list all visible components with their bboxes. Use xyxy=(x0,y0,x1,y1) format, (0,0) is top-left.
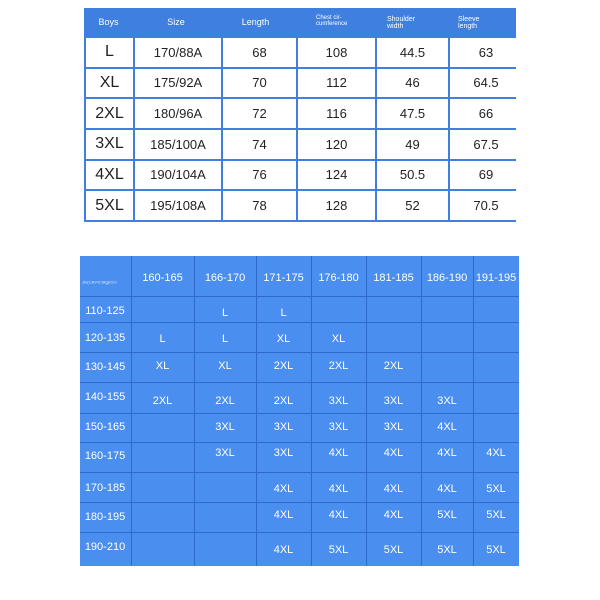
size-chart-cell: 49 xyxy=(377,130,448,159)
fit-size-cell: 2XL xyxy=(383,360,404,372)
size-chart-cell: 185/100A xyxy=(135,130,221,159)
size-chart-cell: 63 xyxy=(450,38,522,67)
fit-size-cell: 3XL xyxy=(273,421,294,433)
weight-label: 170-185 xyxy=(84,482,126,494)
fit-size-cell: 5XL xyxy=(486,509,506,521)
fit-size-cell: 4XL xyxy=(437,421,457,433)
grid-line-vertical xyxy=(194,256,195,566)
grid-line-vertical xyxy=(366,256,367,566)
fit-size-cell: 4XL xyxy=(437,447,457,459)
size-label-cell: 3XL xyxy=(86,130,133,159)
grid-line-vertical xyxy=(473,256,474,566)
fit-size-cell: 5XL xyxy=(437,509,457,521)
size-label-cell: L xyxy=(86,38,133,67)
weight-label: 140-155 xyxy=(84,391,126,403)
weight-label: 180-195 xyxy=(84,511,126,523)
fit-size-cell: XL xyxy=(276,333,291,345)
size-chart-cell: 70.5 xyxy=(450,191,522,220)
fit-size-cell: L xyxy=(221,307,229,319)
fit-size-cell: 4XL xyxy=(486,447,506,459)
size-chart-cell: 128 xyxy=(298,191,375,220)
size-chart-header-3: Chest cir- cumference xyxy=(316,15,348,28)
size-chart-header-4: Shoulder width xyxy=(387,16,416,31)
fit-size-cell: 4XL xyxy=(383,509,404,521)
grid-line-horizontal xyxy=(80,502,519,503)
weight-label: 130-145 xyxy=(84,361,126,373)
height-header: 181-185 xyxy=(373,272,414,284)
size-label-cell: 5XL xyxy=(86,191,133,220)
fit-size-cell: 3XL xyxy=(328,421,349,433)
size-chart-cell: 175/92A xyxy=(135,69,221,98)
size-chart-cell: 44.5 xyxy=(377,38,448,67)
size-chart-cell: 72 xyxy=(223,99,296,128)
fit-size-cell: 4XL xyxy=(383,483,404,495)
fit-size-cell: 2XL xyxy=(328,360,349,372)
fit-size-cell: 2XL xyxy=(152,395,173,407)
grid-line-horizontal xyxy=(80,532,519,533)
size-chart-header-2: Length xyxy=(241,17,270,28)
fit-size-cell: L xyxy=(221,333,229,345)
size-chart-cell: 76 xyxy=(223,161,296,190)
size-chart-cell: 74 xyxy=(223,130,296,159)
grid-line-vertical xyxy=(421,256,422,566)
weight-label: 150-165 xyxy=(84,421,126,433)
fit-size-cell: 5XL xyxy=(437,544,457,556)
size-chart-cell: 78 xyxy=(223,191,296,220)
size-chart-cell: 52 xyxy=(377,191,448,220)
fit-size-cell: 4XL xyxy=(328,483,349,495)
grid-line-horizontal xyxy=(80,382,519,383)
size-chart-table xyxy=(84,8,516,222)
weight-label: 190-210 xyxy=(84,541,126,553)
grid-line-horizontal xyxy=(80,413,519,414)
fit-size-cell: 3XL xyxy=(273,447,294,459)
fit-size-cell: 3XL xyxy=(437,395,457,407)
size-chart-body xyxy=(86,38,514,220)
size-chart-cell: 47.5 xyxy=(377,99,448,128)
corner-label: Jin(1Jin=0.5kg)/Cm xyxy=(82,279,117,285)
height-header: 166-170 xyxy=(204,272,246,284)
size-chart-cell: 124 xyxy=(298,161,375,190)
size-label-cell: 2XL xyxy=(86,99,133,128)
fit-size-cell: 2XL xyxy=(273,395,294,407)
fit-size-cell: 4XL xyxy=(437,483,457,495)
size-label-cell: XL xyxy=(86,69,133,98)
grid-line-horizontal xyxy=(80,352,519,353)
size-chart-cell: 108 xyxy=(298,38,375,67)
height-header: 160-165 xyxy=(142,272,183,284)
fit-size-cell: XL xyxy=(218,360,232,372)
fit-size-cell: 3XL xyxy=(383,421,404,433)
weight-label: 120-135 xyxy=(84,332,126,344)
size-chart-cell: 120 xyxy=(298,130,375,159)
size-chart-header-5: Sleeve length xyxy=(458,16,480,31)
fit-size-cell: 5XL xyxy=(383,544,404,556)
grid-line-vertical xyxy=(311,256,312,566)
size-chart-cell: 170/88A xyxy=(135,38,221,67)
size-chart-cell: 180/96A xyxy=(135,99,221,128)
size-chart-cell: 68 xyxy=(223,38,296,67)
size-chart-cell: 195/108A xyxy=(135,191,221,220)
grid-line-horizontal xyxy=(80,442,519,443)
fit-size-cell: L xyxy=(280,307,287,319)
fit-size-cell: 3XL xyxy=(215,421,235,433)
size-chart-cell: 46 xyxy=(377,69,448,98)
fit-size-cell: 3XL xyxy=(328,395,349,407)
fit-size-cell: 4XL xyxy=(328,509,349,521)
size-chart-header-0: Boys xyxy=(98,17,119,28)
size-chart-cell: 116 xyxy=(298,99,375,128)
grid-line-horizontal xyxy=(80,472,519,473)
grid-line-vertical xyxy=(131,256,132,566)
size-chart-cell: 70 xyxy=(223,69,296,98)
weight-label: 110-125 xyxy=(85,305,125,317)
fit-chart-table xyxy=(80,256,519,566)
fit-size-cell: 5XL xyxy=(328,544,349,556)
height-header: 191-195 xyxy=(475,272,517,284)
grid-line-vertical xyxy=(256,256,257,566)
size-chart-cell: 112 xyxy=(298,69,375,98)
fit-size-cell: XL xyxy=(331,333,346,345)
height-header: 171-175 xyxy=(263,272,304,284)
fit-size-cell: 5XL xyxy=(486,544,506,556)
size-chart-cell: 66 xyxy=(450,99,522,128)
fit-size-cell: 4XL xyxy=(328,447,349,459)
fit-size-cell: 3XL xyxy=(215,447,235,459)
size-chart-header-row xyxy=(84,8,516,38)
size-label-cell: 4XL xyxy=(86,161,133,190)
fit-size-cell: 2XL xyxy=(273,360,294,372)
fit-size-cell: 5XL xyxy=(486,483,506,495)
size-chart-cell: 50.5 xyxy=(377,161,448,190)
size-chart-header-1: Size xyxy=(167,17,185,28)
fit-size-cell: XL xyxy=(155,360,170,372)
size-chart-cell: 190/104A xyxy=(135,161,221,190)
height-header: 176-180 xyxy=(318,272,359,284)
fit-size-cell: 4XL xyxy=(383,447,404,459)
size-chart-cell: 64.5 xyxy=(450,69,522,98)
grid-line-horizontal xyxy=(80,322,519,323)
size-chart-cell: 67.5 xyxy=(450,130,522,159)
height-header: 186-190 xyxy=(426,272,468,284)
fit-size-cell: L xyxy=(159,333,166,345)
fit-size-cell: 4XL xyxy=(273,509,294,521)
fit-size-cell: 4XL xyxy=(273,544,294,556)
fit-size-cell: 3XL xyxy=(383,395,404,407)
fit-size-cell: 2XL xyxy=(215,395,235,407)
grid-line-horizontal xyxy=(80,296,519,297)
size-chart-cell: 69 xyxy=(450,161,522,190)
weight-label: 160-175 xyxy=(84,450,126,462)
fit-size-cell: 4XL xyxy=(273,483,294,495)
